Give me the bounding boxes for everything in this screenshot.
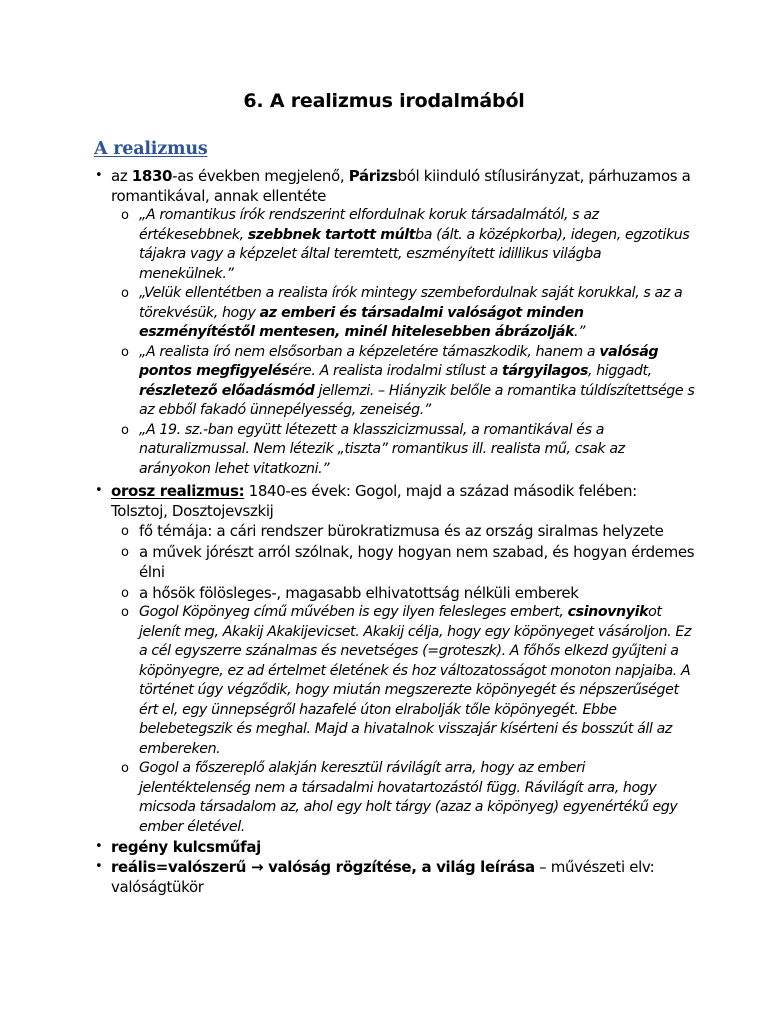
text: ból kiinduló stílusirányzat, párhuzamos a romantikával, annak ellentéte (111, 167, 691, 205)
russian-realism-label: orosz realizmus: (111, 482, 245, 500)
text: a művek jórészt arról szólnak, hogy hogyan nem szabad, és hogyan érdemes élni (139, 542, 695, 581)
page-title: 6. A realizmus irodalmából (243, 90, 525, 112)
text: jellemzi. – Hiányzik belőle a romantika túldíszítettsége s az ebből fakadó ünnepélyesség, zeneiség.” (139, 382, 695, 418)
sub-item-realist-writers (121, 284, 695, 343)
list-item-realism-definition (95, 166, 695, 206)
section-heading: A realizmus (94, 139, 208, 159)
text: „A 19. sz.-ban együtt létezett a klasszicizmussal, a romantikával és a naturalizmussal. Nem létezik „tiszta” romantikus ill. realista mű, csak az arányokon lehet vitatkozni.” (139, 421, 625, 477)
sub-bullet-marker: o (121, 422, 129, 438)
text: ére. A realista irodalmi stílust a (289, 363, 502, 379)
text: „A romantikus írók rendszerint elfordulnak koruk társadalmától, s az értékesebbnek, (139, 207, 599, 243)
text: „A realista író nem elsősorban a képzeletére támaszkodik, hanem a (139, 343, 600, 360)
text: , higgadt, (588, 363, 652, 379)
sub-bullet-marker: o (121, 605, 129, 620)
sub-bullet-marker: o (121, 286, 129, 301)
sub-item-works-about (121, 542, 695, 583)
city-highlight: Párizs (348, 167, 398, 185)
emphasis: részletező előadásmód (139, 382, 315, 399)
text: a hősök fölösleges-, magasabb elhivatottság nélküli emberek (139, 583, 579, 602)
text: fő témája: a cári rendszer bürokratizmusa és az ország siralmas helyzete (139, 522, 664, 540)
emphasis: tárgyilagos (501, 363, 588, 379)
bullet-list (95, 166, 695, 897)
sub-bullet-marker: o (121, 585, 129, 601)
text: ot jelenít meg, Akakij Akakijevicset. Akakij célja, hogy egy köpönyeget vásároljon. Ez a cél egyszerre szánalmas és nevetséges (=groteszk). A főhős elkezd gyűjteni a köpönyegre, ez ad értelmet életének és hoz változatosságot monoton napjaiba. A történet úgy végződik, hogy miután megszerezte köpönyegét és népszerűséget ért el, egy ünnepségről hazafelé úton elrabolják tőle köpönyegét. Ebbe belebetegszik és meghal. Majd a hivatalnok visszajár kísérteni és bosszút áll az embereken. (139, 604, 691, 757)
year-highlight: 1830 (131, 167, 173, 185)
emphasis: az emberi és társadalmi valóságot minden eszményítéstől mentesen, minél hitelesebben ábrázolják (139, 304, 584, 340)
list-item-real-realistic (95, 857, 695, 897)
sub-item-main-theme (121, 521, 695, 542)
text: -as években megjelenő, (172, 167, 349, 185)
emphasis: valóság pontos megfigyelés (139, 343, 659, 379)
text: regény kulcsműfaj (111, 838, 261, 856)
emphasis: szebbnek tartott múlt (247, 226, 416, 243)
sub-item-19th-century (121, 421, 695, 480)
list-item-russian-realism (95, 481, 695, 521)
sub-item-heroes (121, 583, 695, 604)
text: .” (574, 324, 586, 340)
emphasis: csinovnyik (567, 604, 649, 620)
bullet-marker: • (95, 483, 103, 498)
bullet-marker: • (95, 168, 103, 183)
sub-bullet-marker: o (121, 544, 129, 560)
text: „Velük ellentétben a realista írók mintegy szembefordulnak saját korukkal, s az a törekvésük, hogy (139, 285, 683, 321)
text: Gogol Köpönyeg című művében is egy ilyen felesleges embert, (139, 604, 568, 620)
text: az (111, 167, 132, 185)
text: 1840-es évek: Gogol, majd a század második felében: Tolsztoj, Dosztojevszkij (111, 482, 637, 520)
sub-bullet-marker: o (121, 524, 129, 539)
emphasis: reális=valószerű → valóság rögzítése, a világ leírása (111, 858, 535, 876)
text: ba (ált. a középkorba), idegen, egzotikus tájakra vagy a képzelet által teremtett, eszményített idillikus világba menekülnek.” (139, 226, 690, 282)
sub-item-gogol-overcoat (121, 603, 695, 759)
sub-bullet-marker: o (121, 761, 129, 776)
text: – művészeti elv: valóságtükör (111, 858, 655, 896)
sub-item-gogol-protagonist (121, 759, 695, 837)
sub-item-realist-style (121, 343, 695, 421)
list-item-novel-genre (95, 837, 695, 857)
sub-item-romantic-writers (121, 206, 695, 284)
sub-bullet-marker: o (121, 344, 129, 360)
bullet-marker: • (95, 859, 103, 874)
bullet-marker: • (95, 839, 103, 854)
text: Gogol a főszereplő alakján keresztül rávilágít arra, hogy az emberi jelentéktelenség nem a társadalmi hovatartozástól függ. Rávilágít arra, hogy micsoda társadalom az, ahol egy holt tárgy (azaz a köpönyeg) egyenértékű egy ember életével. (139, 760, 678, 835)
sub-bullet-marker: o (121, 208, 129, 223)
